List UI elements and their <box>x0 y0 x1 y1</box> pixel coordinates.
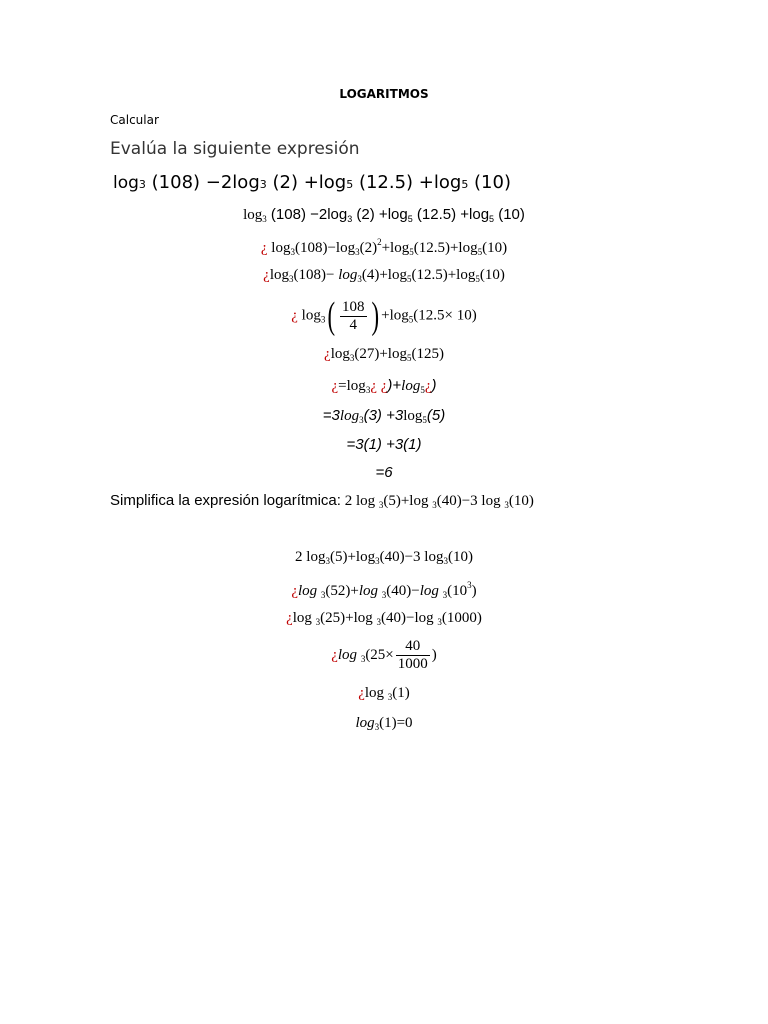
step-1-line-4: ¿ $\log_3$( $\frac{108}{4}$ ) $+\log_5(12.5\times 10)$ <box>291 295 477 337</box>
step-1-line-2: ¿ $\log_3(108)-\log_3(2)^2+\log_5(12.5)+\log_5(10)$ <box>260 237 508 257</box>
step-1-line-5: ¿$\log_3(27)+\log_5(125)$ <box>324 346 444 363</box>
section-heading: Evalúa la siguiente expresión <box>110 139 360 159</box>
main-expression: log3 (108) −2log3 (2) +log5 (12.5) +log5 (10) <box>113 172 511 193</box>
step-1-line-8: =3(1) +3(1) <box>346 436 422 453</box>
left-paren: ( <box>327 295 336 337</box>
step-2-line-2: ¿log $_3$(52)+log $_3$(40)−log $_3(10^3)$ <box>291 580 477 600</box>
step-2-line-6: $\log_3(1)=0$ <box>355 715 413 732</box>
document-title: LOGARITMOS <box>339 87 429 101</box>
simplify-formula: 2 log $_3$(5)+log $_3$(40)−3 log $_3$(10) <box>344 493 534 510</box>
step-1-line-3: ¿$\log_3(108)- \log_3(4)+\log_5(12.5)+\log_5(10)$ <box>263 267 505 284</box>
step-2-line-4: ¿log $_3$(25× $\frac{40}{1000}$ ) <box>331 638 437 672</box>
step-1-line-7: $=3\log_3(3) +3\log_5(5)$ <box>322 407 446 425</box>
simplify-prompt: Simplifica la expresión logarítmica: <box>110 492 341 509</box>
step-1-line-6: ¿$=\log_3¿$ ¿)$+\log_5¿$) <box>331 377 437 395</box>
simplify-prompt-row <box>110 492 534 510</box>
fraction-108-over-4: $\frac{108}{4}$ <box>342 298 365 333</box>
step-1-line-9: =6 <box>375 464 393 481</box>
step-2-line-5: ¿log $_3$(1) <box>358 685 410 702</box>
fraction-40-over-1000: $\frac{40}{1000}$ <box>397 638 428 672</box>
right-paren: ) <box>371 295 379 337</box>
step-2-line-3: ¿log $_3$(25)+log $_3$(40)−log $_3$(1000) <box>286 610 482 627</box>
step-2-line-1: 2 $\log_3(5)+\log_3(40)-3$ $\log_3(10)$ <box>295 549 473 566</box>
step-1-line-1: $\log_3 (108) -2\log_3$ $(2) +\log_5$ $(12.5) +\log_5$ (10) <box>243 206 525 224</box>
section-label-calcular: Calcular <box>110 113 159 127</box>
